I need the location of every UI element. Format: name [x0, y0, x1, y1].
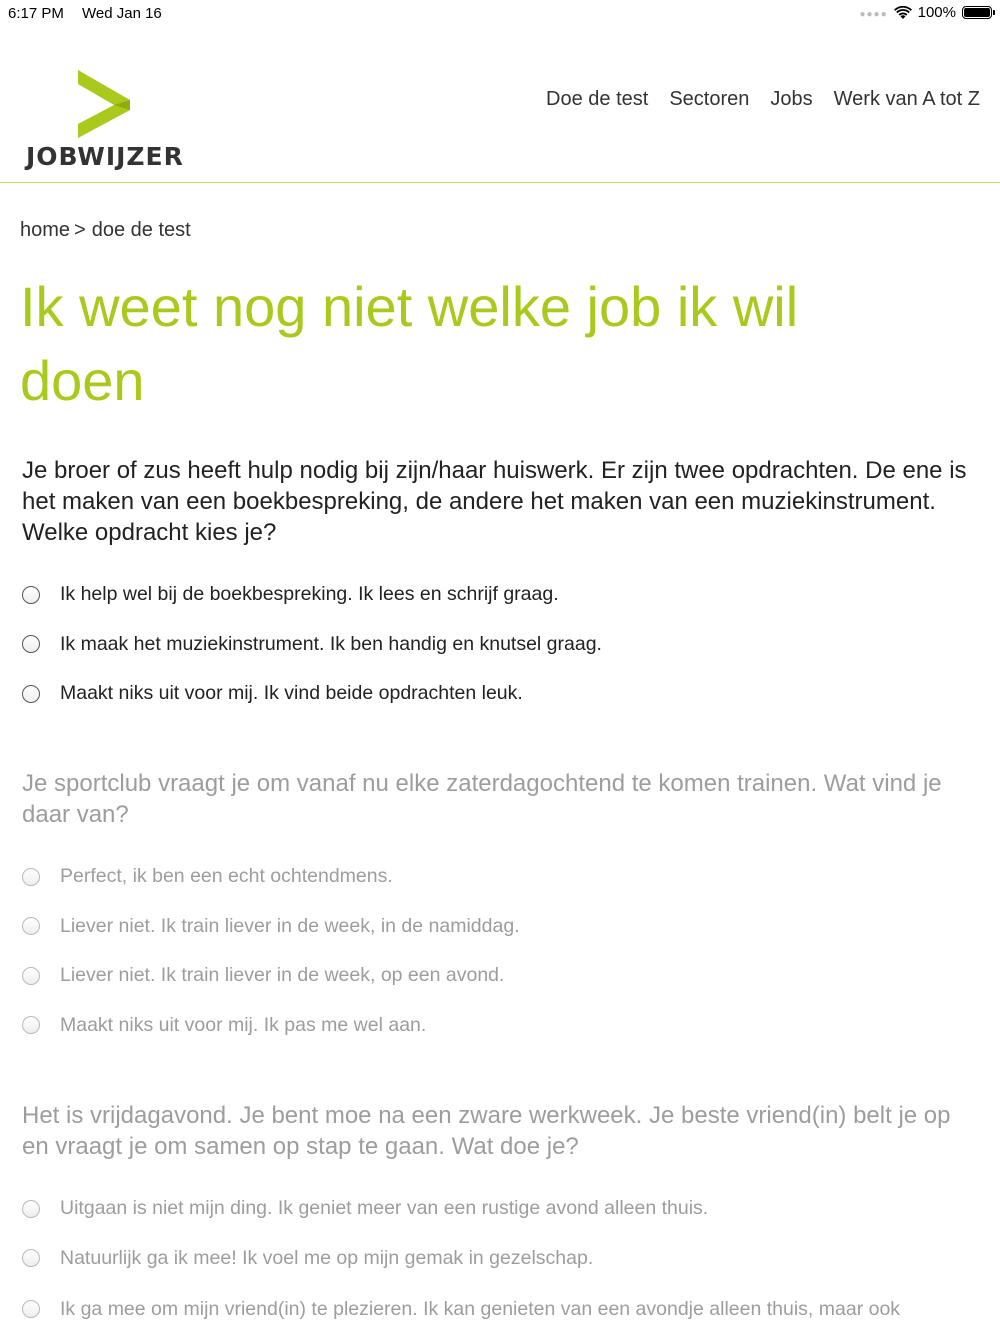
- site-header: [0, 28, 1000, 183]
- answer-label: Liever niet. Ik train liever in de week, in de namiddag.: [60, 914, 520, 937]
- question-3: [22, 1100, 982, 1333]
- question-2: [22, 768, 982, 1050]
- question-text: Je sportclub vraagt je om vanaf nu elke zaterdagochtend te komen trainen. Wat vind je daar van?: [22, 770, 942, 828]
- radio-button[interactable]: [22, 868, 40, 886]
- nav-jobs[interactable]: Jobs: [770, 88, 813, 110]
- answer-option[interactable]: [22, 1234, 982, 1284]
- answer-option[interactable]: [22, 1001, 982, 1051]
- answer-option[interactable]: [22, 570, 982, 620]
- answer-option[interactable]: [22, 902, 982, 952]
- answer-label: Ik maak het muziekinstrument. Ik ben handig en knutsel graag.: [60, 632, 602, 655]
- radio-button[interactable]: [22, 586, 40, 604]
- radio-button[interactable]: [22, 1249, 40, 1267]
- breadcrumb: [20, 219, 191, 242]
- nav-sectoren[interactable]: Sectoren: [669, 88, 750, 110]
- radio-button[interactable]: [22, 1016, 40, 1034]
- answer-option[interactable]: [22, 852, 982, 902]
- answer-label: Maakt niks uit voor mij. Ik pas me wel aan.: [60, 1013, 427, 1036]
- radio-button[interactable]: [22, 685, 40, 703]
- answer-options: [22, 852, 982, 1050]
- answer-label: Ik help wel bij de boekbespreking. Ik lees en schrijf graag.: [60, 583, 559, 606]
- logo-chevron-icon: [76, 70, 132, 138]
- logo-text: JOBWIJZER: [26, 142, 184, 171]
- answer-label: Perfect, ik ben een echt ochtendmens.: [60, 865, 393, 888]
- answer-option[interactable]: [22, 1184, 982, 1234]
- radio-button[interactable]: [22, 635, 40, 653]
- answer-options: [22, 570, 982, 719]
- battery-icon: [962, 6, 992, 19]
- answer-option[interactable]: [22, 620, 982, 670]
- battery-percentage: 100%: [917, 4, 956, 21]
- answer-option[interactable]: [22, 669, 982, 719]
- logo[interactable]: [26, 70, 196, 170]
- status-date: Wed Jan 16: [82, 5, 162, 22]
- question-text: Je broer of zus heeft hulp nodig bij zijn/haar huiswerk. Er zijn twee opdrachten. De ene is het maken van een boekbespreking, de andere het maken van een muziekinstrument. Welke opdracht kies je?: [22, 457, 967, 546]
- answer-option[interactable]: [22, 1283, 982, 1333]
- status-time: 6:17 PM: [8, 5, 64, 22]
- breadcrumb-home[interactable]: home: [20, 219, 71, 241]
- wifi-icon: [894, 6, 912, 20]
- answer-options: [22, 1184, 982, 1333]
- answer-label: Ik ga mee om mijn vriend(in) te plezieren. Ik kan genieten van een avondje alleen thuis, maar ook: [60, 1298, 901, 1320]
- radio-button[interactable]: [22, 1200, 40, 1218]
- nav-doe-de-test[interactable]: Doe de test: [546, 88, 649, 110]
- radio-button[interactable]: [22, 1300, 40, 1318]
- main-nav: [546, 88, 980, 111]
- radio-button[interactable]: [22, 967, 40, 985]
- cellular-signal-icon: ●●●●: [859, 9, 888, 20]
- answer-option[interactable]: [22, 951, 982, 1001]
- answer-label: Liever niet. Ik train liever in de week, op een avond.: [60, 964, 505, 987]
- answer-label: Uitgaan is niet mijn ding. Ik geniet meer van een rustige avond alleen thuis.: [60, 1197, 709, 1220]
- answer-label: Natuurlijk ga ik mee! Ik voel me op mijn gemak in gezelschap.: [60, 1246, 594, 1269]
- answer-label: Maakt niks uit voor mij. Ik vind beide opdrachten leuk.: [60, 682, 523, 705]
- question-1: [22, 455, 982, 719]
- status-bar: [0, 0, 1000, 28]
- breadcrumb-current: doe de test: [91, 219, 191, 241]
- status-indicators: [859, 4, 992, 21]
- nav-werk-van-a-tot-z[interactable]: Werk van A tot Z: [833, 88, 980, 110]
- question-text: Het is vrijdagavond. Je bent moe na een zware werkweek. Je beste vriend(in) belt je op en vraagt je om samen op stap te gaan. Wat doe je?: [22, 1102, 951, 1160]
- page-title: Ik weet nog niet welke job ik wil doen: [20, 275, 799, 412]
- radio-button[interactable]: [22, 917, 40, 935]
- breadcrumb-separator: >: [74, 219, 86, 241]
